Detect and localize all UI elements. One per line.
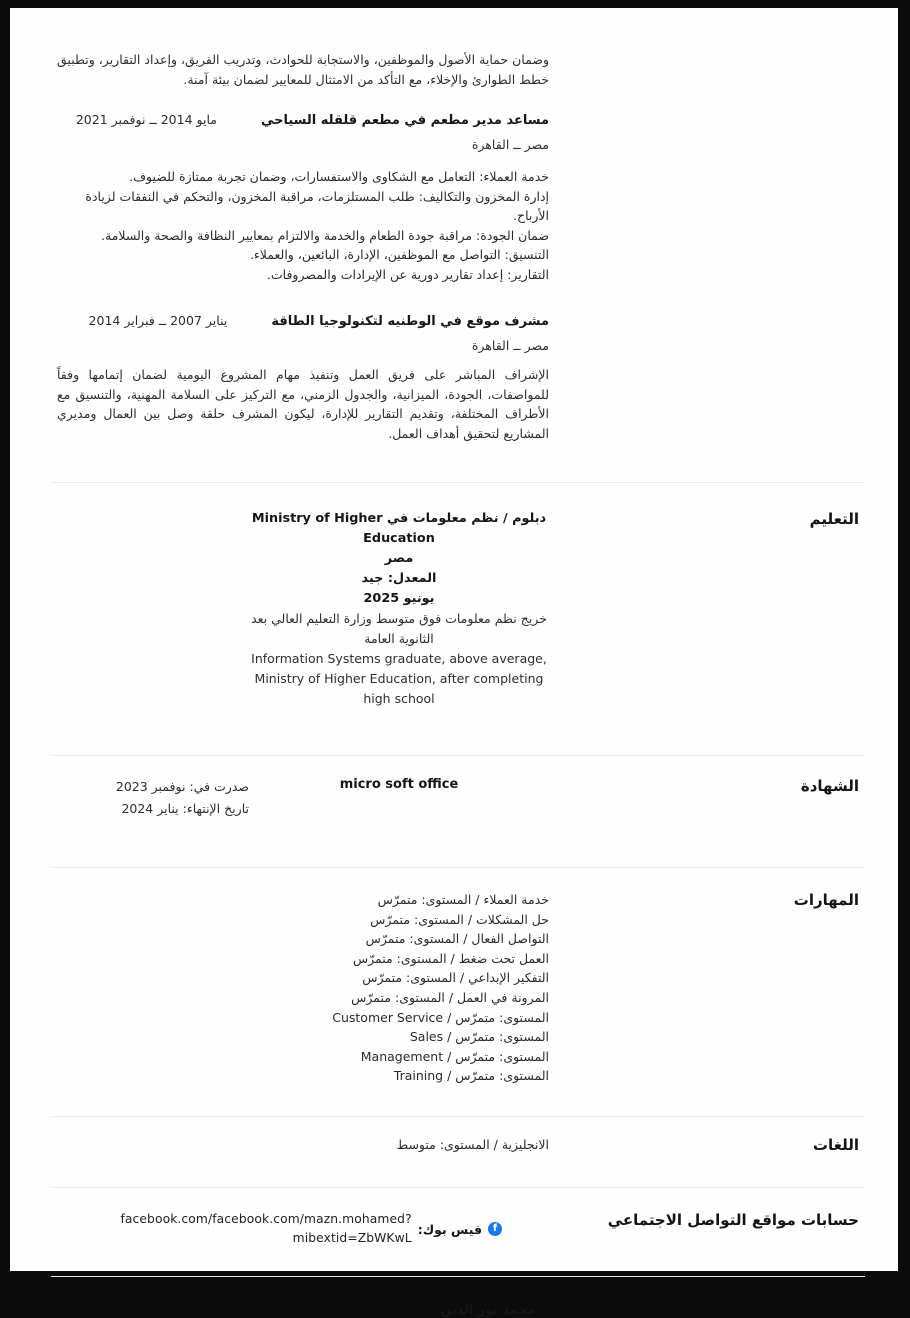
education-description-english: Information Systems graduate, above average, Ministry of Higher Education, after completing high school xyxy=(251,651,547,706)
education-date: يونيو 2025 xyxy=(363,591,435,606)
section-education xyxy=(57,483,859,755)
job-duty-line: إدارة المخزون والتكاليف: طلب المستلزمات، مراقبة المخزون، والتحكم في النفقات لزيادة الأرباح. xyxy=(85,188,549,223)
job-duties-list xyxy=(57,167,549,284)
footer xyxy=(57,1277,859,1318)
skill-line: التفكير الإبداعي / المستوى: متمرّس xyxy=(362,970,549,986)
section-experience xyxy=(57,50,859,482)
section-social xyxy=(57,1188,859,1276)
footer-name: محمد نور الدين xyxy=(440,1302,536,1318)
education-content xyxy=(57,509,549,709)
section-languages xyxy=(57,1117,859,1187)
education-degree: دبلوم / نظم معلومات في Ministry of Higher Education xyxy=(251,511,547,546)
certificate-content xyxy=(57,776,549,820)
social-account-row xyxy=(57,1210,502,1249)
certificate-expiry-date: تاريخ الإنتهاء: يناير 2024 xyxy=(121,801,249,816)
experience-heading-spacer xyxy=(549,50,859,443)
section-certificate xyxy=(57,756,859,867)
facebook-url-link[interactable]: facebook.com/facebook.com/mazn.mohamed?mibextid=ZbWKwL xyxy=(120,1211,412,1246)
job-location: مصر ــ القاهرة xyxy=(471,136,549,152)
education-country: مصر xyxy=(384,551,414,566)
skill-line: Customer Service / المستوى: متمرّس xyxy=(332,1009,549,1025)
job-title: مشرف موقع في الوطنيه لتكنولوجيا الطاقة xyxy=(271,314,549,329)
experience-content xyxy=(57,50,549,443)
skill-line: العمل تحت ضغط / المستوى: متمرّس xyxy=(352,950,549,966)
job-entry-header xyxy=(57,311,549,332)
education-description-arabic: خريج نظم معلومات فوق متوسط وزارة التعليم العالي بعد الثانوية العامة xyxy=(251,611,547,646)
skill-line: المرونة في العمل / المستوى: متمرّس xyxy=(351,989,549,1005)
certificate-name: micro soft office xyxy=(339,777,459,792)
section-skills xyxy=(57,868,859,1116)
job-duty-line: التنسيق: التواصل مع الموظفين، الإدارة، البائعين، والعملاء. xyxy=(249,247,549,262)
experience-intro-paragraph: وضمان حماية الأصول والموظفين، والاستجابة للحوادث، وتدريب الفريق، وإعداد التقارير، وتطبيق خطط الطوارئ والإخلاء، مع التأكد من الامتثال للمعايير لضمان بيئة آمنة. xyxy=(57,52,549,87)
skill-line: خدمة العملاء / المستوى: متمرّس xyxy=(377,892,549,907)
certificate-dates xyxy=(57,776,249,820)
languages-heading: اللغات xyxy=(812,1135,859,1154)
job-duty-line: ضمان الجودة: مراقبة جودة الطعام والخدمة والالتزام بمعايير النظافة والصحة والسلامة. xyxy=(100,227,549,243)
education-entry xyxy=(249,509,549,709)
skill-line: Training / المستوى: متمرّس xyxy=(393,1068,549,1084)
certificate-issued-date: صدرت في: نوفمبر 2023 xyxy=(115,779,249,794)
facebook-icon: f xyxy=(488,1222,502,1236)
skill-line: حل المشكلات / المستوى: متمرّس xyxy=(370,911,549,927)
certificate-entry xyxy=(57,776,549,820)
job-dates: مايو 2014 ــ نوفمبر 2021 xyxy=(75,112,217,127)
skill-line: Sales / المستوى: متمرّس xyxy=(409,1029,549,1045)
job-description-paragraph: الإشراف المباشر على فريق العمل وتنفيذ مهام المشروع اليومية لضمان إتمامها وفقاً للمواصفات، الجودة، الميزانية، والجدول الزمني، مع التركيز على السلامة المهنية، والتنسيق مع الأطراف المختلفة، وتقديم التقارير للإدارة، ليكون المشرف حلقة وصل بين العمال ومديري المشاريع لتحقيق أهداف العمل. xyxy=(57,367,549,441)
facebook-label: فيس بوك: xyxy=(417,1221,482,1237)
skills-list xyxy=(57,890,549,1086)
job-location: مصر ــ القاهرة xyxy=(471,337,549,353)
education-grade: المعدل: جيد xyxy=(361,571,437,586)
job-dates: يناير 2007 ــ فبراير 2014 xyxy=(88,313,228,328)
skill-line: التواصل الفعال / المستوى: متمرّس xyxy=(365,931,549,947)
job-duty-line: التقارير: إعداد تقارير دورية عن الإيرادات والمصروفات. xyxy=(266,266,549,282)
skills-heading: المهارات xyxy=(793,891,859,909)
skill-line: Management / المستوى: متمرّس xyxy=(360,1048,549,1064)
education-heading: التعليم xyxy=(809,510,859,528)
languages-list xyxy=(57,1135,549,1155)
language-line: الانجليزية / المستوى: متوسط xyxy=(396,1136,549,1152)
certificate-heading: الشهادة xyxy=(800,777,859,795)
job-duty-line: خدمة العملاء: التعامل مع الشكاوى والاستفسارات، وضمان تجربة ممتازة للضيوف. xyxy=(129,169,549,184)
job-entry-header xyxy=(57,110,549,131)
job-title: مساعد مدير مطعم في مطعم قلقله السياحي xyxy=(260,113,549,128)
resume-page xyxy=(10,8,898,1318)
social-content xyxy=(57,1210,549,1249)
social-heading: حسابات مواقع التواصل الاجتماعي xyxy=(607,1210,859,1229)
